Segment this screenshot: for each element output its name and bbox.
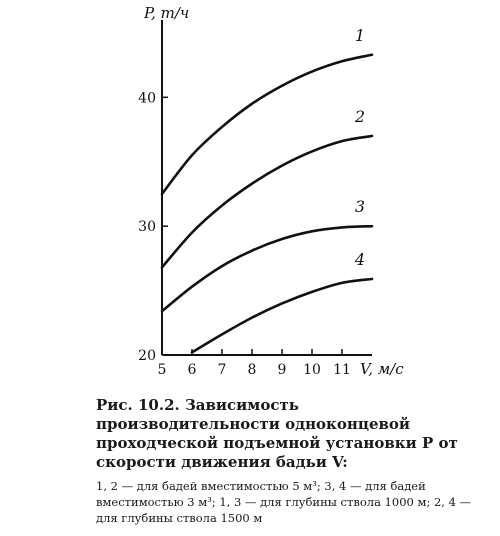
labels <box>143 4 404 378</box>
y-tick-label: 40 <box>138 90 156 107</box>
x-tick-label: 7 <box>217 362 227 378</box>
caption-note: 1, 2 — для бадей вместимостью 5 м³; 3, 4 — для бадей вместимостью 3 м³; 1, 3 — для глубины ствола 1000 м; 2, 4 — для глубины ствола 1500 м <box>96 479 472 525</box>
x-tick-label: 10 <box>303 362 321 378</box>
x-tick-label: 9 <box>277 362 287 378</box>
series-3-line <box>162 226 372 311</box>
series-4-line <box>192 279 372 352</box>
series-4-label: 4 <box>354 249 366 269</box>
x-tick-label: 11 <box>333 362 351 378</box>
series-1-label: 1 <box>354 25 366 45</box>
y-tick-label: 30 <box>138 219 156 236</box>
series-2-label: 2 <box>354 106 366 126</box>
caption-title: Рис. 10.2. Зависимость производительности одноконцевой проходческой подъемной установки P от скорости движения бадьи V: <box>96 396 458 471</box>
y-tick-label: 20 <box>138 348 156 364</box>
ticks <box>138 90 351 378</box>
series-3-label: 3 <box>354 197 366 217</box>
y-axis-label: P, т/ч <box>144 4 190 22</box>
axes <box>162 20 372 355</box>
series-group <box>162 55 372 353</box>
x-tick-label: 8 <box>247 362 257 378</box>
x-tick-label: 5 <box>157 362 167 378</box>
figure-caption <box>96 396 488 526</box>
series-2-line <box>162 136 372 267</box>
x-tick-label: 6 <box>187 362 197 378</box>
x-axis-label: V, м/с <box>360 360 404 378</box>
